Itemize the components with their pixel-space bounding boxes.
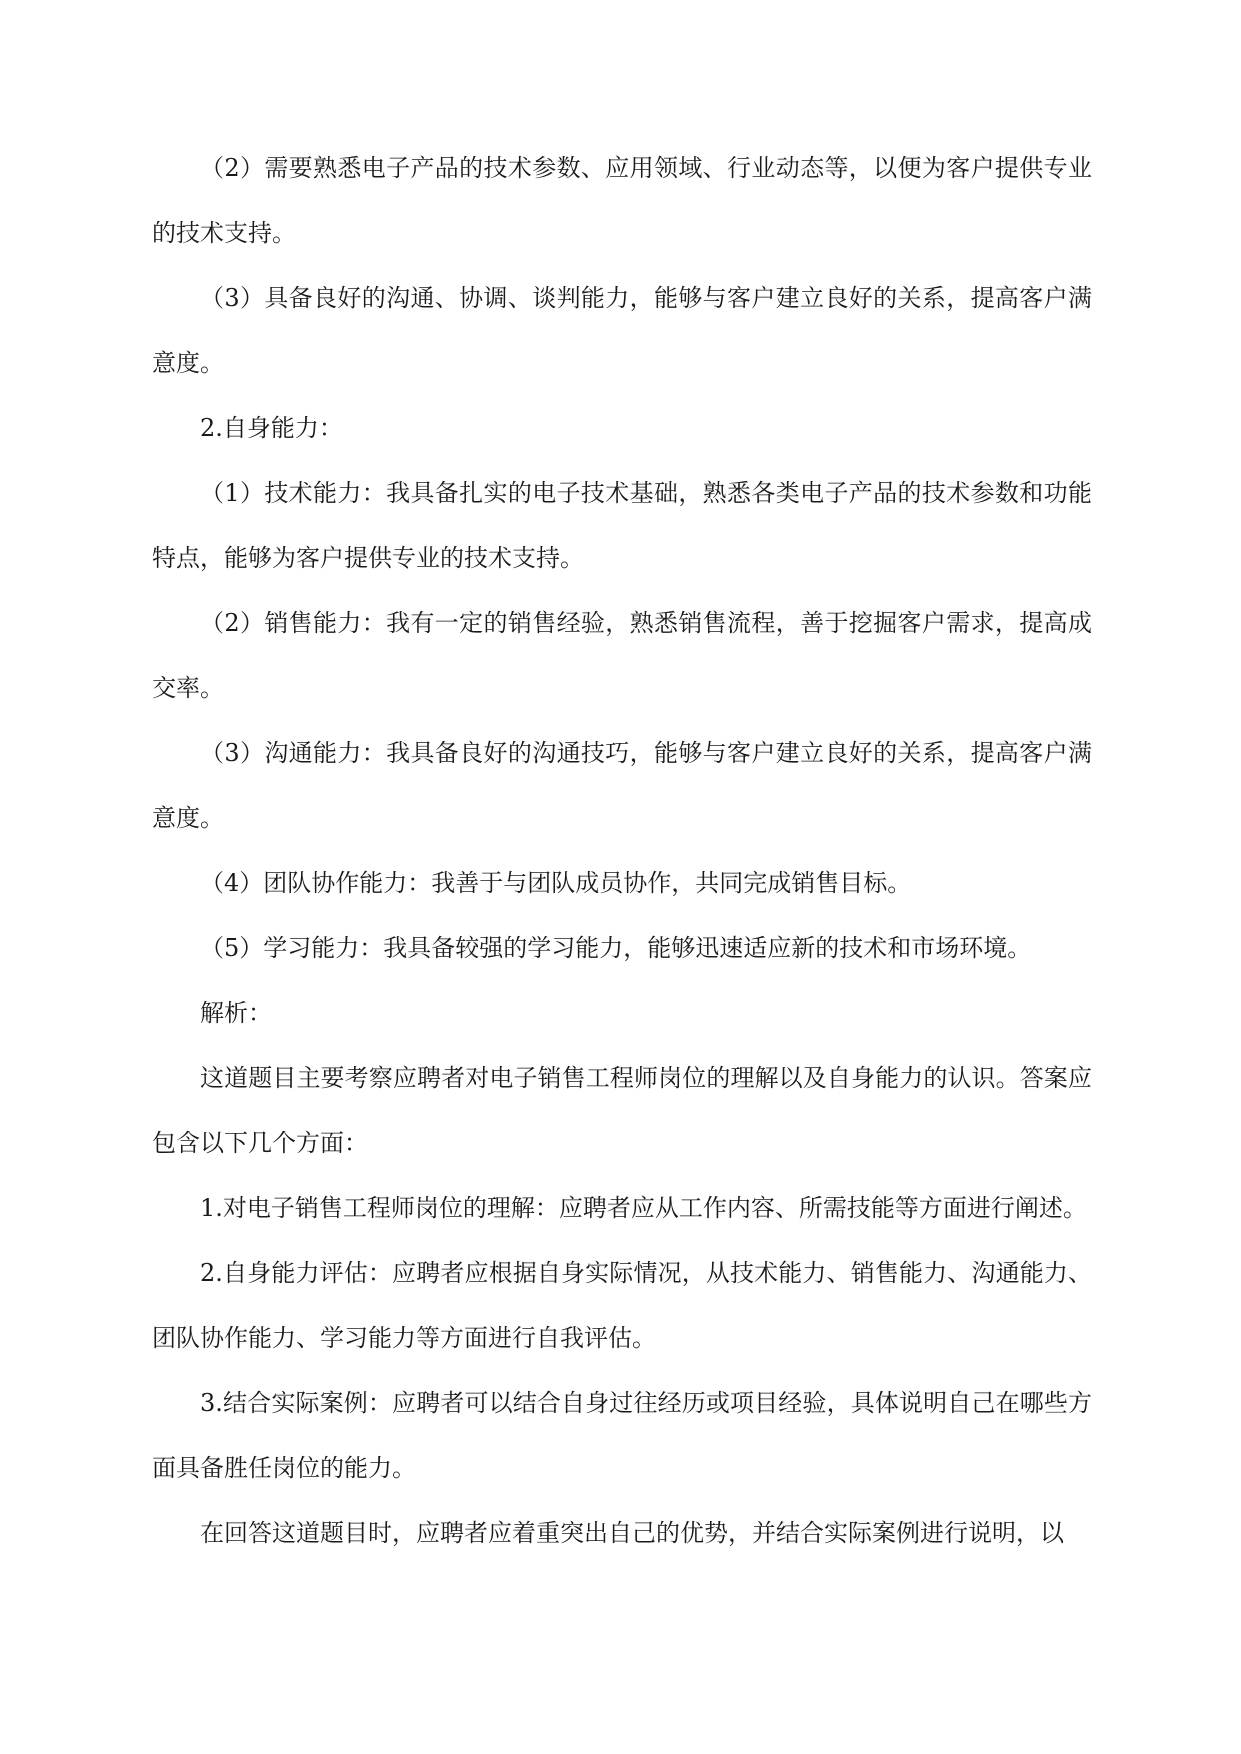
document-body xyxy=(152,136,1092,1566)
paragraph: （3）具备良好的沟通、协调、谈判能力，能够与客户建立良好的关系，提高客户满意度。 xyxy=(152,284,1092,377)
paragraph: 3.结合实际案例：应聘者可以结合自身过往经历或项目经验，具体说明自己在哪些方面具备胜任岗位的能力。 xyxy=(152,1389,1092,1482)
paragraph: 1.对电子销售工程师岗位的理解：应聘者应从工作内容、所需技能等方面进行阐述。 xyxy=(200,1194,1087,1222)
paragraph: （5）学习能力：我具备较强的学习能力，能够迅速适应新的技术和市场环境。 xyxy=(200,934,1032,962)
paragraph: （3）沟通能力：我具备良好的沟通技巧，能够与客户建立良好的关系，提高客户满意度。 xyxy=(152,739,1092,832)
paragraph: （4）团队协作能力：我善于与团队成员协作，共同完成销售目标。 xyxy=(200,869,912,897)
paragraph: （2）销售能力：我有一定的销售经验，熟悉销售流程，善于挖掘客户需求，提高成交率。 xyxy=(152,609,1092,702)
paragraph: （1）技术能力：我具备扎实的电子技术基础，熟悉各类电子产品的技术参数和功能特点，能够为客户提供专业的技术支持。 xyxy=(152,479,1092,572)
section-heading: 解析： xyxy=(200,999,272,1027)
paragraph: 在回答这道题目时，应聘者应着重突出自己的优势，并结合实际案例进行说明，以 xyxy=(200,1519,1064,1547)
paragraph: 这道题目主要考察应聘者对电子销售工程师岗位的理解以及自身能力的认识。答案应包含以下几个方面： xyxy=(152,1064,1092,1157)
section-heading: 2.自身能力： xyxy=(200,414,343,442)
paragraph: 2.自身能力评估：应聘者应根据自身实际情况，从技术能力、销售能力、沟通能力、团队协作能力、学习能力等方面进行自我评估。 xyxy=(152,1259,1092,1352)
paragraph: （2）需要熟悉电子产品的技术参数、应用领域、行业动态等，以便为客户提供专业的技术支持。 xyxy=(152,154,1092,247)
